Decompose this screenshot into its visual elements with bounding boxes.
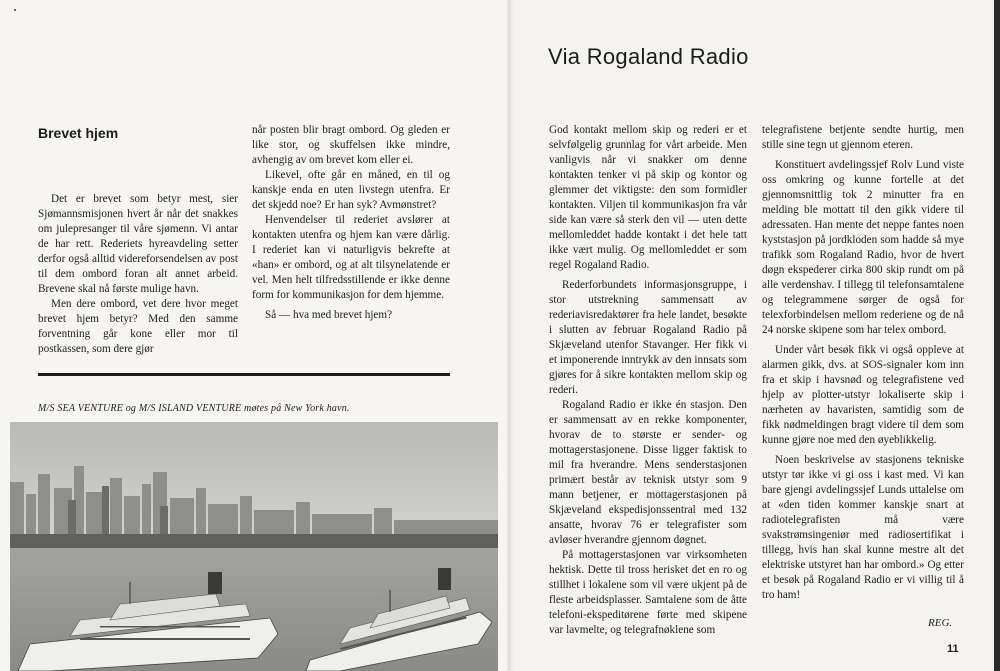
paragraph: Konstituert avdelingssjef Rolv Lund viste oss omkring og kunne fortelle at det gjennomsnittlig tok 2 minutter fra en melding ble mottatt til den gikk videre til adressaten. Han mente det neppe fantes noen kyststasjon på jordkloden som hadde så mye trafikk som Rogaland Radio, hvor de hvert døgn ekspederer cirka 800 skip rundt om på alle verdenshav. I tillegg til telefonsamtalene og telegrammene sørger de også for telexforbindelsen mellom rederiene og de nå 24 norske skipene som har telex ombord. [762, 159, 964, 336]
print-speck [14, 9, 16, 11]
paragraph: På mottagerstasjonen var virksomheten hektisk. Dette til tross herisket det en ro og stillhet i lokalene som vil være ukjent på de fleste arbeidsplasser. Samtalene som de åtte telefoni-ekspeditørene førte med skipene var lavmelte, og telegrafnøklene som [549, 549, 747, 636]
paragraph: telegrafistene betjente sendte hurtig, men stille sine tegn ut gjennom eteren. [762, 124, 964, 151]
brevet-column-1 [38, 192, 238, 357]
author-signature: REG. [928, 617, 953, 629]
paragraph: Under vårt besøk fikk vi også oppleve at alarmen gikk, dvs. at SOS-signaler kom inn fra et skip i havsnød og telegrafistene ved hjelp av plotter-utstyr lokaliserte skip i nærheten av havaristen, samtidig som de fikk nødmeldingen bragt videre til dem som kunne gjøre noe med den øyeblikkelig. [762, 344, 964, 446]
paragraph: Likevel, ofte går en måned, en til og kanskje enda en uten livstegn utenfra. Er det skjedd noe? Er han syk? Avmønstret? [252, 169, 450, 211]
paragraph: Så — hva med brevet hjem? [265, 309, 393, 321]
paragraph: Men dere ombord, vet dere hvor meget brevet hjem betyr? Med den samme forventning går kone eller mor til postkassen, som dere gjør [38, 298, 238, 355]
horizontal-rule [38, 373, 450, 376]
paragraph: Rogaland Radio er ikke én stasjon. Den er sammensatt av en rekke komponenter, hvorav de to største er sender- og mottagerstasjonene. Disse ligger faktisk to mil fra hverandre. Mens senderstasjonen primært består av teknisk utstyr som 9 mann betjener, er mottagerstasjonen på Skjæveland ekspedisjonssentral med 132 ansatte, hvorav 76 er telegrafister som avløser hverandre gjennom døgnet. [549, 399, 747, 546]
harbor-photo [10, 422, 498, 671]
rogaland-column-2 [762, 123, 964, 603]
article-title-via-rogaland-radio: Via Rogaland Radio [548, 44, 749, 69]
article-title-brevet-hjem: Brevet hjem [38, 125, 119, 141]
paragraph: Henvendelser til rederiet avslører at kontakten utenfra og hjem kan være dårlig. I rederiet kan vi naturligvis bekrefte at «han» er ombord, og at alt tilsynelatende er vel. Men helt tilfredsstillende er ikke denne form for kommunikasjon for dem hjemme. [252, 214, 450, 301]
pier-line [10, 534, 498, 548]
paragraph: Rederforbundets informasjonsgruppe, i stor utstrekning sammensatt av rederiavisredaktører fra hele landet, besøkte i slutten av februar Rogaland Radio på Skjæveland utenfor Stavanger. Her fikk vi et imponerende inntrykk av den innsats som gjøres for å sikre kontakten mellom skip og rederi. [549, 279, 747, 396]
photo-caption: M/S SEA VENTURE og M/S ISLAND VENTURE møtes på New York havn. [38, 403, 350, 414]
page-edge-shadow [994, 0, 1000, 671]
paragraph: God kontakt mellom skip og rederi er et selvfølgelig grunnlag for vårt arbeide. Men vanligvis når vi snakker om denne kontakten tenker vi på skip og kontor og glemmer det viktigste: den som formidler kontakten. Viljen til kommunikasjon fra vår side kan være så sterk den vil — uten dette mellomleddet hadde kontakt i det hele tatt ikke vært mulig. Og mellomleddet er som regel Rogaland Radio. [549, 124, 747, 271]
paragraph: Noen beskrivelse av stasjonens tekniske utstyr tør ikke vi gi oss i kast med. Vi kan bare gjengi avdelingssjef Lunds uttalelse om at «den tiden kommer kanskje snart at radiotelegrafisten må være svakstrømsingeniør med radiosertifikat i tillegg, hvis han skal kunne mestre alt det elektriske utstyret han har ombord.» Og etter et besøk på Rogaland Radio er vi villig til å tro ham! [762, 454, 964, 601]
rogaland-column-1 [549, 123, 747, 638]
page-number: 11 [947, 643, 959, 655]
paragraph: når posten blir bragt ombord. Og gleden er like stor, og skuffelsen ikke mindre, avhengig av om brevet kom eller ei. [252, 124, 450, 166]
page-spine [506, 0, 514, 671]
brevet-column-2 [252, 123, 450, 323]
paragraph: Det er brevet som betyr mest, sier Sjømannsmisjonen hvert år når det snakkes om julepresanger til våre sjømenn. Vi antar de har rett. Rederiets hyreavdeling setter derfor også alltid videreforsendelsen av post til dem ombord foran alt annet arbeid. Brevene skal nå første mulige havn. [38, 193, 238, 295]
